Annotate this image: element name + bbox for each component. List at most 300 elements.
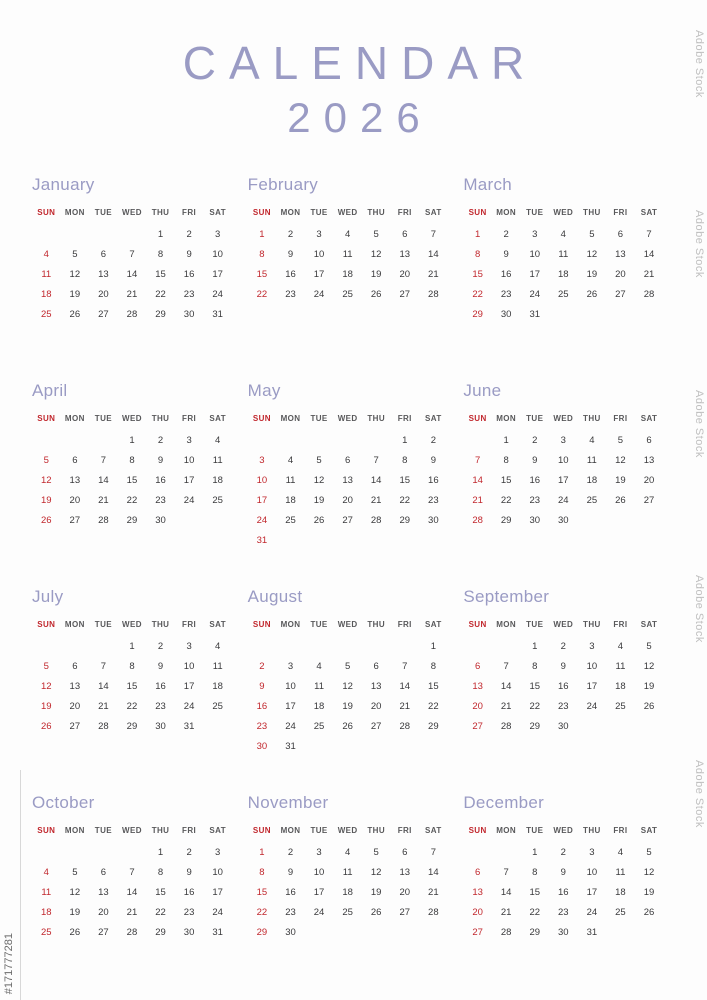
day-cell[interactable]: 29 [529, 927, 541, 939]
day-cell[interactable]: 21 [399, 701, 411, 713]
day-cell[interactable]: 4 [617, 847, 624, 859]
day-cell[interactable]: 4 [43, 867, 49, 879]
day-cell[interactable]: 12 [40, 681, 52, 693]
day-cell[interactable]: 7 [430, 229, 436, 241]
day-cell[interactable]: 5 [646, 847, 652, 859]
day-cell[interactable]: 31 [183, 721, 195, 733]
day-cell[interactable]: 30 [183, 309, 195, 321]
day-cell[interactable]: 7 [646, 229, 652, 241]
day-cell[interactable]: 7 [503, 867, 509, 879]
day-cell[interactable]: 18 [212, 681, 223, 693]
day-cell[interactable]: 21 [428, 269, 439, 281]
day-cell[interactable]: 6 [402, 229, 408, 241]
day-cell[interactable]: 20 [98, 907, 109, 919]
day-cell[interactable]: 22 [500, 495, 512, 507]
day-cell[interactable]: 28 [399, 721, 411, 733]
day-cell[interactable]: 13 [399, 867, 411, 879]
day-cell[interactable]: 11 [558, 249, 569, 261]
day-cell[interactable]: 20 [472, 701, 483, 713]
day-cell[interactable]: 21 [500, 701, 512, 713]
day-cell[interactable]: 31 [586, 927, 598, 939]
day-cell[interactable]: 11 [615, 661, 626, 673]
day-cell[interactable]: 14 [370, 475, 382, 487]
day-cell[interactable]: 14 [428, 867, 439, 879]
day-cell[interactable]: 19 [69, 289, 81, 301]
day-cell[interactable]: 4 [215, 435, 221, 447]
day-cell[interactable]: 5 [316, 455, 322, 467]
day-cell[interactable]: 5 [72, 867, 78, 879]
day-cell[interactable]: 14 [500, 681, 512, 693]
day-cell[interactable]: 28 [500, 927, 512, 939]
day-cell[interactable]: 3 [589, 847, 595, 859]
day-cell[interactable]: 17 [212, 269, 223, 281]
day-cell[interactable]: 28 [126, 309, 138, 321]
day-cell[interactable]: 4 [287, 455, 294, 467]
day-cell[interactable]: 2 [259, 661, 265, 673]
day-cell[interactable]: 4 [560, 229, 566, 241]
day-cell[interactable]: 25 [342, 907, 353, 919]
day-cell[interactable]: 17 [529, 269, 541, 281]
day-cell[interactable]: 13 [98, 269, 109, 281]
day-cell[interactable]: 7 [100, 661, 107, 673]
day-cell[interactable]: 22 [399, 495, 411, 507]
day-cell[interactable]: 1 [430, 641, 436, 653]
day-cell[interactable]: 10 [558, 455, 569, 467]
day-cell[interactable]: 26 [615, 495, 626, 507]
day-cell[interactable]: 13 [98, 887, 109, 899]
day-cell[interactable]: 20 [69, 495, 81, 507]
day-cell[interactable]: 25 [586, 495, 598, 507]
day-cell[interactable]: 14 [643, 249, 655, 261]
day-cell[interactable]: 27 [399, 907, 411, 919]
day-cell[interactable]: 1 [157, 847, 164, 859]
day-cell[interactable]: 7 [129, 249, 135, 261]
day-cell[interactable]: 27 [399, 289, 411, 301]
day-cell[interactable]: 1 [503, 435, 509, 447]
day-cell[interactable]: 2 [430, 435, 436, 447]
day-cell[interactable]: 12 [40, 475, 52, 487]
day-cell[interactable]: 3 [316, 847, 322, 859]
day-cell[interactable]: 8 [259, 249, 265, 261]
day-cell[interactable]: 10 [183, 661, 195, 673]
day-cell[interactable]: 18 [342, 887, 353, 899]
day-cell[interactable]: 13 [399, 249, 411, 261]
day-cell[interactable]: 17 [313, 269, 325, 281]
day-cell[interactable]: 28 [98, 721, 109, 733]
day-cell[interactable]: 26 [40, 721, 52, 733]
day-cell[interactable]: 16 [285, 269, 296, 281]
day-cell[interactable]: 30 [183, 927, 195, 939]
day-cell[interactable]: 16 [428, 475, 439, 487]
day-cell[interactable]: 6 [344, 455, 351, 467]
day-cell[interactable]: 9 [157, 455, 164, 467]
day-cell[interactable]: 23 [285, 289, 296, 301]
day-cell[interactable]: 16 [529, 475, 541, 487]
day-cell[interactable]: 10 [285, 681, 296, 693]
day-cell[interactable]: 29 [155, 927, 166, 939]
day-cell[interactable]: 9 [560, 867, 566, 879]
day-cell[interactable]: 25 [40, 309, 52, 321]
day-cell[interactable]: 11 [342, 867, 353, 879]
day-cell[interactable]: 23 [155, 701, 166, 713]
day-cell[interactable]: 18 [558, 269, 569, 281]
day-cell[interactable]: 9 [186, 249, 192, 261]
day-cell[interactable]: 8 [129, 661, 135, 673]
day-cell[interactable]: 15 [126, 475, 138, 487]
day-cell[interactable]: 24 [212, 289, 223, 301]
day-cell[interactable]: 3 [259, 455, 265, 467]
day-cell[interactable]: 19 [370, 269, 382, 281]
day-cell[interactable]: 8 [474, 249, 481, 261]
day-cell[interactable]: 1 [129, 641, 135, 653]
day-cell[interactable]: 5 [373, 847, 379, 859]
day-cell[interactable]: 11 [212, 661, 223, 673]
day-cell[interactable]: 24 [256, 515, 268, 527]
day-cell[interactable]: 20 [472, 907, 483, 919]
day-cell[interactable]: 13 [615, 249, 626, 261]
day-cell[interactable]: 28 [98, 515, 109, 527]
day-cell[interactable]: 2 [560, 847, 566, 859]
day-cell[interactable]: 27 [615, 289, 626, 301]
day-cell[interactable]: 5 [43, 455, 49, 467]
day-cell[interactable]: 29 [126, 721, 138, 733]
day-cell[interactable]: 4 [617, 641, 624, 653]
day-cell[interactable]: 18 [40, 289, 52, 301]
day-cell[interactable]: 14 [500, 887, 512, 899]
day-cell[interactable]: 18 [586, 475, 598, 487]
day-cell[interactable]: 19 [370, 887, 382, 899]
day-cell[interactable]: 11 [285, 475, 296, 487]
day-cell[interactable]: 25 [212, 495, 223, 507]
day-cell[interactable]: 19 [40, 495, 52, 507]
day-cell[interactable]: 11 [41, 269, 52, 281]
day-cell[interactable]: 4 [43, 249, 49, 261]
day-cell[interactable]: 1 [532, 847, 538, 859]
day-cell[interactable]: 15 [256, 887, 268, 899]
day-cell[interactable]: 10 [313, 867, 325, 879]
day-cell[interactable]: 27 [370, 721, 382, 733]
day-cell[interactable]: 6 [373, 661, 379, 673]
day-cell[interactable]: 27 [472, 721, 483, 733]
day-cell[interactable]: 24 [183, 701, 195, 713]
day-cell[interactable]: 28 [428, 907, 439, 919]
day-cell[interactable]: 5 [43, 661, 49, 673]
day-cell[interactable]: 24 [586, 701, 598, 713]
day-cell[interactable]: 14 [98, 475, 109, 487]
day-cell[interactable]: 3 [186, 435, 192, 447]
day-cell[interactable]: 1 [474, 229, 481, 241]
day-cell[interactable]: 22 [529, 701, 541, 713]
day-cell[interactable]: 30 [558, 721, 569, 733]
day-cell[interactable]: 16 [155, 475, 166, 487]
day-cell[interactable]: 8 [129, 455, 135, 467]
day-cell[interactable]: 17 [586, 887, 598, 899]
day-cell[interactable]: 15 [472, 269, 483, 281]
day-cell[interactable]: 15 [529, 887, 541, 899]
day-cell[interactable]: 9 [287, 249, 294, 261]
day-cell[interactable]: 8 [402, 455, 408, 467]
day-cell[interactable]: 6 [646, 435, 652, 447]
day-cell[interactable]: 16 [500, 269, 512, 281]
day-cell[interactable]: 29 [472, 309, 483, 321]
day-cell[interactable]: 25 [212, 701, 223, 713]
day-cell[interactable]: 29 [500, 515, 512, 527]
day-cell[interactable]: 21 [428, 887, 439, 899]
day-cell[interactable]: 31 [256, 535, 268, 547]
day-cell[interactable]: 10 [256, 475, 268, 487]
day-cell[interactable]: 5 [646, 641, 652, 653]
day-cell[interactable]: 24 [529, 289, 541, 301]
day-cell[interactable]: 13 [342, 475, 353, 487]
day-cell[interactable]: 14 [126, 887, 138, 899]
day-cell[interactable]: 22 [155, 289, 166, 301]
day-cell[interactable]: 11 [212, 455, 223, 467]
day-cell[interactable]: 25 [342, 289, 353, 301]
day-cell[interactable]: 7 [373, 455, 379, 467]
day-cell[interactable]: 15 [155, 269, 166, 281]
day-cell[interactable]: 22 [256, 907, 268, 919]
day-cell[interactable]: 15 [500, 475, 512, 487]
day-cell[interactable]: 21 [500, 907, 512, 919]
day-cell[interactable]: 15 [529, 681, 541, 693]
day-cell[interactable]: 3 [316, 229, 322, 241]
day-cell[interactable]: 6 [474, 661, 481, 673]
day-cell[interactable]: 30 [285, 927, 296, 939]
day-cell[interactable]: 21 [472, 495, 483, 507]
day-cell[interactable]: 10 [529, 249, 541, 261]
day-cell[interactable]: 12 [643, 661, 655, 673]
day-cell[interactable]: 17 [212, 887, 223, 899]
day-cell[interactable]: 9 [287, 867, 294, 879]
day-cell[interactable]: 12 [313, 475, 325, 487]
day-cell[interactable]: 7 [503, 661, 509, 673]
day-cell[interactable]: 31 [212, 309, 223, 321]
day-cell[interactable]: 24 [183, 495, 195, 507]
day-cell[interactable]: 25 [313, 721, 325, 733]
day-cell[interactable]: 12 [69, 269, 81, 281]
day-cell[interactable]: 26 [342, 721, 353, 733]
day-cell[interactable]: 23 [500, 289, 512, 301]
day-cell[interactable]: 10 [586, 661, 598, 673]
day-cell[interactable]: 8 [503, 455, 509, 467]
day-cell[interactable]: 20 [399, 269, 411, 281]
day-cell[interactable]: 5 [589, 229, 595, 241]
day-cell[interactable]: 22 [428, 701, 439, 713]
day-cell[interactable]: 26 [69, 309, 81, 321]
day-cell[interactable]: 3 [215, 229, 221, 241]
day-cell[interactable]: 28 [500, 721, 512, 733]
day-cell[interactable]: 2 [560, 641, 566, 653]
day-cell[interactable]: 18 [342, 269, 353, 281]
day-cell[interactable]: 2 [503, 229, 509, 241]
day-cell[interactable]: 8 [532, 661, 538, 673]
day-cell[interactable]: 16 [183, 269, 195, 281]
day-cell[interactable]: 30 [428, 515, 439, 527]
day-cell[interactable]: 9 [532, 455, 538, 467]
day-cell[interactable]: 22 [472, 289, 483, 301]
day-cell[interactable]: 5 [373, 229, 379, 241]
day-cell[interactable]: 17 [183, 681, 195, 693]
day-cell[interactable]: 12 [586, 249, 598, 261]
day-cell[interactable]: 6 [100, 867, 107, 879]
day-cell[interactable]: 24 [212, 907, 223, 919]
day-cell[interactable]: 20 [98, 289, 109, 301]
day-cell[interactable]: 22 [126, 701, 138, 713]
day-cell[interactable]: 10 [183, 455, 195, 467]
day-cell[interactable]: 19 [313, 495, 325, 507]
day-cell[interactable]: 14 [428, 249, 439, 261]
day-cell[interactable]: 22 [529, 907, 541, 919]
day-cell[interactable]: 20 [69, 701, 81, 713]
day-cell[interactable]: 4 [344, 229, 351, 241]
day-cell[interactable]: 5 [72, 249, 78, 261]
day-cell[interactable]: 4 [344, 847, 351, 859]
day-cell[interactable]: 7 [430, 847, 436, 859]
day-cell[interactable]: 21 [643, 269, 655, 281]
day-cell[interactable]: 14 [472, 475, 483, 487]
day-cell[interactable]: 7 [402, 661, 408, 673]
day-cell[interactable]: 21 [126, 289, 138, 301]
day-cell[interactable]: 26 [313, 515, 325, 527]
day-cell[interactable]: 13 [472, 887, 483, 899]
day-cell[interactable]: 26 [643, 907, 655, 919]
day-cell[interactable]: 22 [126, 495, 138, 507]
day-cell[interactable]: 20 [370, 701, 382, 713]
day-cell[interactable]: 23 [155, 495, 166, 507]
day-cell[interactable]: 10 [212, 867, 223, 879]
day-cell[interactable]: 25 [40, 927, 52, 939]
day-cell[interactable]: 25 [615, 907, 626, 919]
day-cell[interactable]: 30 [155, 515, 166, 527]
day-cell[interactable]: 30 [558, 515, 569, 527]
day-cell[interactable]: 30 [256, 741, 268, 753]
day-cell[interactable]: 31 [529, 309, 541, 321]
day-cell[interactable]: 14 [126, 269, 138, 281]
day-cell[interactable]: 5 [617, 435, 624, 447]
day-cell[interactable]: 9 [157, 661, 164, 673]
day-cell[interactable]: 29 [155, 309, 166, 321]
day-cell[interactable]: 18 [212, 475, 223, 487]
day-cell[interactable]: 7 [474, 455, 481, 467]
day-cell[interactable]: 22 [155, 907, 166, 919]
day-cell[interactable]: 27 [69, 721, 81, 733]
day-cell[interactable]: 21 [98, 701, 109, 713]
day-cell[interactable]: 9 [503, 249, 509, 261]
day-cell[interactable]: 11 [586, 455, 597, 467]
day-cell[interactable]: 23 [558, 701, 569, 713]
day-cell[interactable]: 24 [313, 907, 325, 919]
day-cell[interactable]: 3 [186, 641, 192, 653]
day-cell[interactable]: 2 [186, 847, 192, 859]
day-cell[interactable]: 11 [314, 681, 324, 693]
day-cell[interactable]: 7 [129, 867, 135, 879]
day-cell[interactable]: 1 [157, 229, 164, 241]
day-cell[interactable]: 17 [313, 887, 325, 899]
day-cell[interactable]: 24 [558, 495, 569, 507]
day-cell[interactable]: 9 [430, 455, 436, 467]
day-cell[interactable]: 18 [313, 701, 325, 713]
day-cell[interactable]: 23 [285, 907, 296, 919]
day-cell[interactable]: 17 [183, 475, 195, 487]
day-cell[interactable]: 28 [472, 515, 483, 527]
day-cell[interactable]: 1 [259, 229, 265, 241]
day-cell[interactable]: 11 [41, 887, 52, 899]
day-cell[interactable]: 27 [98, 927, 109, 939]
day-cell[interactable]: 8 [157, 249, 164, 261]
day-cell[interactable]: 4 [316, 661, 322, 673]
day-cell[interactable]: 20 [643, 475, 655, 487]
day-cell[interactable]: 18 [615, 887, 626, 899]
day-cell[interactable]: 26 [40, 515, 52, 527]
day-cell[interactable]: 24 [285, 721, 296, 733]
day-cell[interactable]: 27 [342, 515, 353, 527]
day-cell[interactable]: 6 [402, 847, 408, 859]
day-cell[interactable]: 26 [370, 907, 382, 919]
day-cell[interactable]: 27 [69, 515, 81, 527]
day-cell[interactable]: 1 [402, 435, 408, 447]
day-cell[interactable]: 9 [560, 661, 566, 673]
day-cell[interactable]: 28 [428, 289, 439, 301]
day-cell[interactable]: 23 [183, 289, 195, 301]
day-cell[interactable]: 29 [126, 515, 138, 527]
day-cell[interactable]: 17 [558, 475, 569, 487]
day-cell[interactable]: 13 [69, 475, 81, 487]
day-cell[interactable]: 8 [532, 867, 538, 879]
day-cell[interactable]: 10 [586, 867, 598, 879]
day-cell[interactable]: 6 [474, 867, 481, 879]
day-cell[interactable]: 9 [186, 867, 192, 879]
day-cell[interactable]: 15 [256, 269, 268, 281]
day-cell[interactable]: 8 [259, 867, 265, 879]
day-cell[interactable]: 20 [342, 495, 353, 507]
day-cell[interactable]: 1 [532, 641, 538, 653]
day-cell[interactable]: 28 [126, 927, 138, 939]
day-cell[interactable]: 29 [256, 927, 268, 939]
day-cell[interactable]: 6 [617, 229, 624, 241]
day-cell[interactable]: 2 [157, 641, 164, 653]
day-cell[interactable]: 16 [558, 681, 569, 693]
day-cell[interactable]: 2 [157, 435, 164, 447]
day-cell[interactable]: 20 [615, 269, 626, 281]
day-cell[interactable]: 30 [558, 927, 569, 939]
day-cell[interactable]: 13 [370, 681, 382, 693]
day-cell[interactable]: 16 [558, 887, 569, 899]
day-cell[interactable]: 3 [560, 435, 566, 447]
day-cell[interactable]: 25 [558, 289, 569, 301]
day-cell[interactable]: 19 [40, 701, 52, 713]
day-cell[interactable]: 18 [615, 681, 626, 693]
day-cell[interactable]: 3 [589, 641, 595, 653]
day-cell[interactable]: 12 [643, 867, 655, 879]
day-cell[interactable]: 22 [256, 289, 268, 301]
day-cell[interactable]: 12 [69, 887, 81, 899]
day-cell[interactable]: 11 [342, 249, 353, 261]
day-cell[interactable]: 4 [589, 435, 595, 447]
day-cell[interactable]: 28 [370, 515, 382, 527]
day-cell[interactable]: 19 [586, 269, 598, 281]
day-cell[interactable]: 16 [285, 887, 296, 899]
day-cell[interactable]: 15 [428, 681, 439, 693]
day-cell[interactable]: 10 [313, 249, 325, 261]
day-cell[interactable]: 13 [643, 455, 655, 467]
day-cell[interactable]: 17 [586, 681, 598, 693]
day-cell[interactable]: 26 [586, 289, 598, 301]
day-cell[interactable]: 1 [259, 847, 265, 859]
day-cell[interactable]: 14 [399, 681, 411, 693]
day-cell[interactable]: 16 [155, 681, 166, 693]
day-cell[interactable]: 17 [285, 701, 296, 713]
day-cell[interactable]: 24 [313, 289, 325, 301]
